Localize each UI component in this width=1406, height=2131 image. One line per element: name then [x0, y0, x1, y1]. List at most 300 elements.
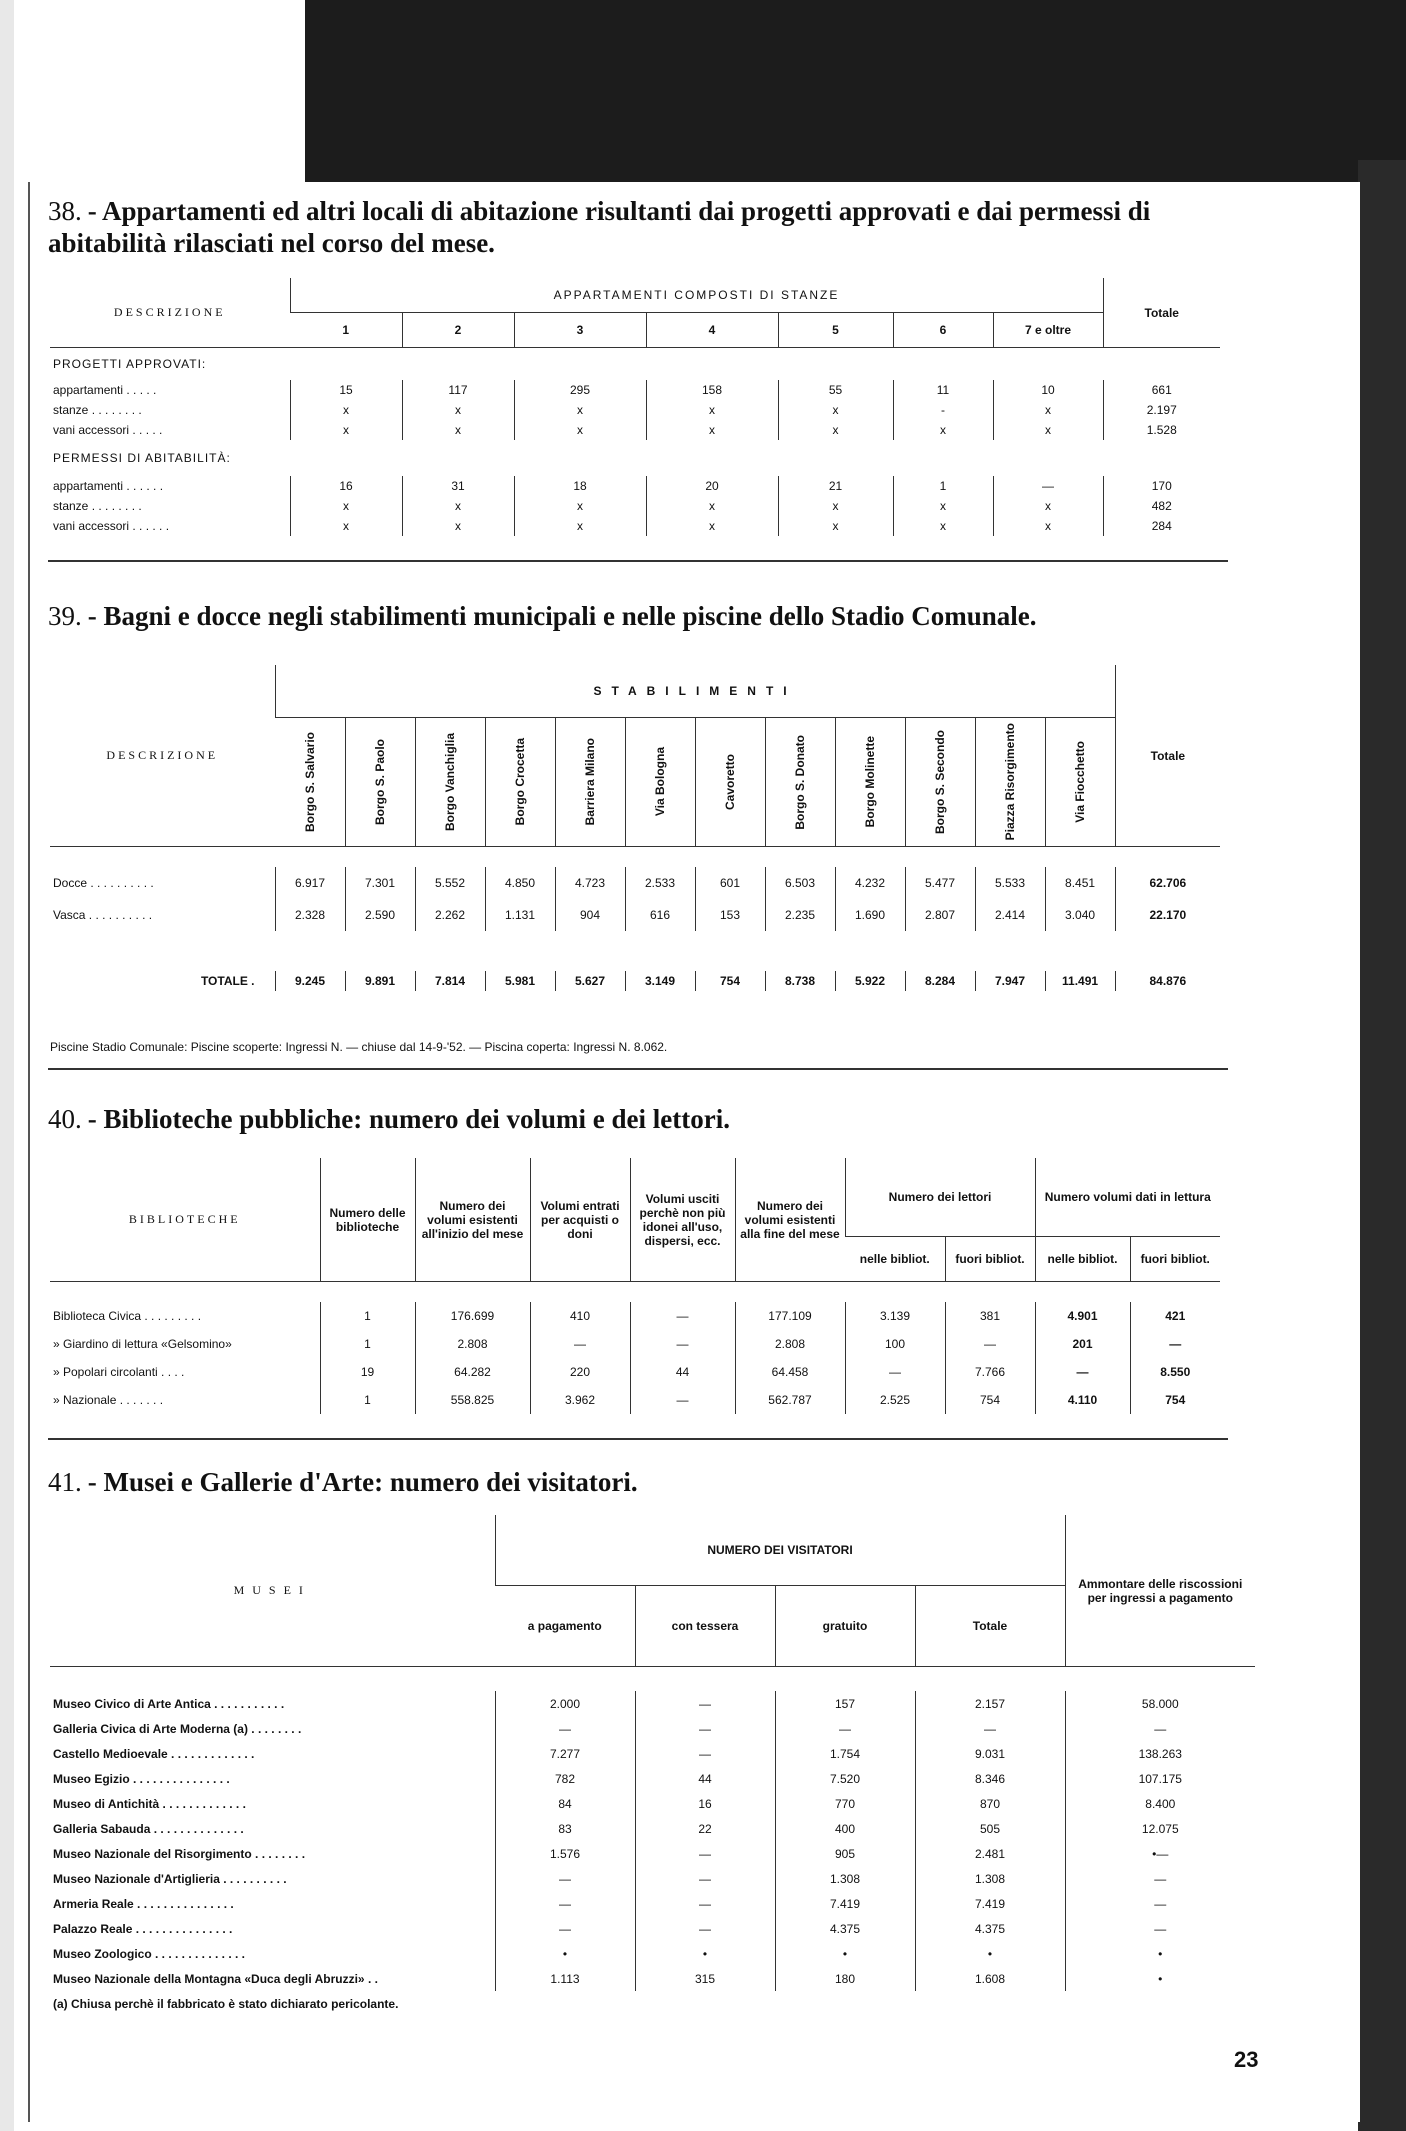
spacer: [50, 1667, 1255, 1692]
spacer: [50, 847, 1220, 868]
table-cell: —: [1065, 1916, 1255, 1941]
table-cell: 84: [495, 1791, 635, 1816]
table-cell: 16: [635, 1791, 775, 1816]
table-38: [50, 278, 1220, 536]
section-40-title-text: - Biblioteche pubbliche: numero dei volumi e dei lettori.: [87, 1104, 730, 1134]
table-cell-total: 482: [1103, 496, 1220, 516]
table-cell: 315: [635, 1966, 775, 1991]
table-cell: 1.308: [775, 1866, 915, 1891]
table-cell: 1.308: [915, 1866, 1065, 1891]
table-39-col-header: [835, 718, 905, 847]
table-cell: —: [1065, 1891, 1255, 1916]
table-cell: 5.477: [905, 867, 975, 899]
table-cell-total: 2.197: [1103, 400, 1220, 420]
table-cell: 5.552: [415, 867, 485, 899]
table-cell: •: [1065, 1941, 1255, 1966]
table-cell: 16: [290, 476, 402, 496]
table-39-col-header: [485, 718, 555, 847]
table-cell: —: [635, 1716, 775, 1741]
table-cell: —: [635, 1891, 775, 1916]
table-cell-total: 170: [1103, 476, 1220, 496]
row-label: Castello Medioevale . . . . . . . . . . . . .: [53, 1746, 255, 1761]
table-cell: —: [635, 1691, 775, 1716]
table-row: [50, 476, 1220, 496]
col-label-vertical: Barriera Milano: [583, 738, 597, 826]
page-number: 23: [1234, 2047, 1259, 2072]
section-38-title-text: - Appartamenti ed altri locali di abitazione risultanti dai progetti approvati e dai permessi di abitabilità rilasciati nel corso del mese.: [48, 196, 1151, 258]
table-cell: 421: [1130, 1302, 1220, 1330]
table-cell: 410: [530, 1302, 630, 1330]
row-label: vani accessori . . . . .: [53, 423, 163, 437]
table-cell: —: [1065, 1716, 1255, 1741]
table-39-group-header: STABILIMENTI: [275, 665, 1115, 718]
table-cell: 31: [402, 476, 514, 496]
table-39-col-header: [695, 718, 765, 847]
table-cell: 6.503: [765, 867, 835, 899]
table-cell: 7.419: [915, 1891, 1065, 1916]
table-40-col-header: Volumi usciti perchè non più idonei all'uso, dispersi, ecc.: [630, 1158, 735, 1282]
table-cell: 870: [915, 1791, 1065, 1816]
table-38-desc-header: DESCRIZIONE: [50, 278, 290, 348]
row-label: TOTALE .: [200, 974, 255, 988]
table-cell: x: [402, 400, 514, 420]
table-cell: 558.825: [415, 1386, 530, 1414]
table-row: [50, 1841, 1255, 1866]
table-cell: 1.576: [495, 1841, 635, 1866]
table-cell: 201: [1035, 1330, 1130, 1358]
table-cell: x: [514, 420, 646, 440]
row-label: Palazzo Reale . . . . . . . . . . . . . . .: [53, 1921, 233, 1936]
table-cell: x: [778, 496, 893, 516]
table-40-subheader: fuori bibliot.: [945, 1237, 1035, 1282]
table-cell-total: 22.170: [1115, 899, 1220, 931]
table-cell: 1.608: [915, 1966, 1065, 1991]
table-cell: 8.738: [765, 971, 835, 991]
row-label: appartamenti . . . . .: [53, 383, 157, 397]
table-cell: 4.375: [915, 1916, 1065, 1941]
table-cell: 754: [695, 971, 765, 991]
table-cell: 10: [993, 380, 1103, 400]
table-row: [50, 1716, 1255, 1741]
section-40-number: 40.: [48, 1104, 82, 1134]
table-cell: 1.690: [835, 899, 905, 931]
col-label-vertical: Via Bologna: [653, 747, 667, 817]
row-label: Museo di Antichità . . . . . . . . . . . . .: [53, 1796, 246, 1811]
table-cell: 9.031: [915, 1741, 1065, 1766]
table-cell: 3.962: [530, 1386, 630, 1414]
row-label: appartamenti . . . . . .: [53, 479, 164, 493]
table-39-note: Piscine Stadio Comunale: Piscine scoperte: Ingressi N. — chiuse dal 14-9-'52. — Piscina coperta: Ingressi N. 8.062.: [50, 1040, 668, 1054]
scan-dark-border-top: [305, 0, 1406, 182]
table-40-group-header: Numero volumi dati in lettura: [1035, 1158, 1220, 1237]
table-39-col-header: [345, 718, 415, 847]
table-cell: 158: [646, 380, 778, 400]
table-row: [50, 1302, 1220, 1330]
table-cell: x: [993, 420, 1103, 440]
table-cell: •—: [1065, 1841, 1255, 1866]
table-cell: 905: [775, 1841, 915, 1866]
table-cell: 12.075: [1065, 1816, 1255, 1841]
table-row: [50, 1691, 1255, 1716]
table-cell: —: [945, 1330, 1035, 1358]
table-cell: 44: [630, 1358, 735, 1386]
table-cell: x: [290, 496, 402, 516]
row-label: vani accessori . . . . . .: [53, 519, 170, 533]
table-row: [50, 1816, 1255, 1841]
table-cell: 5.627: [555, 971, 625, 991]
col-label-vertical: Borgo S. Secondo: [933, 729, 947, 834]
table-cell: 177.109: [735, 1302, 845, 1330]
table-cell: 9.891: [345, 971, 415, 991]
table-40-col-header: Volumi entrati per acquisti o doni: [530, 1158, 630, 1282]
table-cell: 18: [514, 476, 646, 496]
row-label: Museo Civico di Arte Antica . . . . . . . . . . .: [53, 1696, 285, 1711]
table-38-col-header: 2: [402, 313, 514, 348]
table-41-amount-header: Ammontare delle riscossioni per ingressi a pagamento: [1065, 1515, 1255, 1667]
table-row: [50, 899, 1220, 931]
section-41-title-text: - Musei e Gallerie d'Arte: numero dei visitatori.: [87, 1467, 638, 1497]
table-cell: 562.787: [735, 1386, 845, 1414]
table-row: [50, 1358, 1220, 1386]
table-39-col-header: [415, 718, 485, 847]
table-cell-total: 1.528: [1103, 420, 1220, 440]
table-cell: x: [646, 400, 778, 420]
table-cell: 153: [695, 899, 765, 931]
table-cell: x: [993, 400, 1103, 420]
table-40-group-header: Numero dei lettori: [845, 1158, 1035, 1237]
table-39-col-header: [625, 718, 695, 847]
table-row: [50, 1916, 1255, 1941]
table-41-footnote: (a) Chiusa perchè il fabbricato è stato dichiarato pericolante.: [53, 1996, 399, 2011]
table-cell: x: [893, 496, 993, 516]
row-label: Museo Egizio . . . . . . . . . . . . . . .: [53, 1771, 230, 1786]
table-39-col-header: [275, 718, 345, 847]
table-cell: 1: [320, 1302, 415, 1330]
table-41-col-header: a pagamento: [495, 1586, 635, 1667]
table-39-col-header: [975, 718, 1045, 847]
table-cell: 295: [514, 380, 646, 400]
table-cell: 3.040: [1045, 899, 1115, 931]
table-cell: 64.282: [415, 1358, 530, 1386]
table-cell: —: [635, 1741, 775, 1766]
table-cell: 220: [530, 1358, 630, 1386]
table-cell-total: 284: [1103, 516, 1220, 536]
row-label: Docce . . . . . . . . . .: [53, 876, 154, 890]
table-cell: —: [1035, 1358, 1130, 1386]
table-41-col-header: con tessera: [635, 1586, 775, 1667]
table-cell: x: [778, 420, 893, 440]
table-40-col-header: Numero dei volumi esistenti alla fine del mese: [735, 1158, 845, 1282]
table-cell: •: [915, 1941, 1065, 1966]
table-row: [50, 380, 1220, 400]
table-cell: 22: [635, 1816, 775, 1841]
table-cell: 4.901: [1035, 1302, 1130, 1330]
table-cell: 15: [290, 380, 402, 400]
col-label-vertical: Borgo S. Donato: [793, 734, 807, 830]
table-row: [50, 1966, 1255, 1991]
table-38-col-header: 1: [290, 313, 402, 348]
section-40-title: [48, 1103, 1228, 1135]
table-38-col-header: 3: [514, 313, 646, 348]
table-cell: 505: [915, 1816, 1065, 1841]
table-cell: —: [495, 1866, 635, 1891]
table-39-col-header: [555, 718, 625, 847]
table-cell: 1: [320, 1386, 415, 1414]
table-cell: 55: [778, 380, 893, 400]
table-cell: x: [402, 516, 514, 536]
table-cell: 107.175: [1065, 1766, 1255, 1791]
table-38-group-label: PERMESSI DI ABITABILITÀ:: [53, 451, 231, 465]
table-row: [50, 1766, 1255, 1791]
table-39-total-header: Totale: [1115, 665, 1220, 847]
table-cell: —: [530, 1330, 630, 1358]
table-cell: 2.807: [905, 899, 975, 931]
table-cell: 1: [893, 476, 993, 496]
table-row: [50, 1386, 1220, 1414]
table-cell: 2.808: [415, 1330, 530, 1358]
row-label: stanze . . . . . . . .: [53, 499, 142, 513]
table-38-group-header: APPARTAMENTI COMPOSTI DI STANZE: [290, 278, 1103, 313]
table-cell: 3.139: [845, 1302, 945, 1330]
table-39-col-header: [1045, 718, 1115, 847]
table-cell: —: [630, 1330, 735, 1358]
table-cell: 7.277: [495, 1741, 635, 1766]
table-row: [50, 867, 1220, 899]
table-cell: 11.491: [1045, 971, 1115, 991]
table-cell: x: [778, 516, 893, 536]
table-cell-total: 62.706: [1115, 867, 1220, 899]
table-cell: 138.263: [1065, 1741, 1255, 1766]
table-cell: —: [635, 1866, 775, 1891]
col-label-vertical: Borgo S. Paolo: [373, 738, 387, 825]
table-cell: 2.533: [625, 867, 695, 899]
table-cell: 4.110: [1035, 1386, 1130, 1414]
row-label: Galleria Sabauda . . . . . . . . . . . . . .: [53, 1821, 244, 1836]
table-cell: 2.235: [765, 899, 835, 931]
table-cell: 157: [775, 1691, 915, 1716]
row-label: Galleria Civica di Arte Moderna (a) . . . . . . . .: [53, 1721, 302, 1736]
col-label-vertical: Piazza Risorgimento: [1003, 723, 1017, 841]
col-label-vertical: Cavoretto: [723, 753, 737, 810]
row-label: Museo Nazionale del Risorgimento . . . . . . . .: [53, 1846, 306, 1861]
table-cell: 8.346: [915, 1766, 1065, 1791]
table-cell: —: [495, 1916, 635, 1941]
table-cell: 21: [778, 476, 893, 496]
table-39: [50, 665, 1220, 991]
table-cell: 7.947: [975, 971, 1045, 991]
table-cell: 117: [402, 380, 514, 400]
table-cell: 1: [320, 1330, 415, 1358]
scan-dark-border-right: [1358, 160, 1406, 2131]
table-cell: 176.699: [415, 1302, 530, 1330]
table-cell: 1.131: [485, 899, 555, 931]
table-40-col-header: Numero dei volumi esistenti all'inizio del mese: [415, 1158, 530, 1282]
scan-left-edge: [0, 0, 14, 2131]
table-cell: 7.419: [775, 1891, 915, 1916]
table-cell: —: [495, 1716, 635, 1741]
table-40-subheader: fuori bibliot.: [1130, 1237, 1220, 1282]
table-cell: —: [635, 1841, 775, 1866]
table-cell: 2.262: [415, 899, 485, 931]
table-cell: x: [514, 400, 646, 420]
table-cell: 5.981: [485, 971, 555, 991]
table-cell: 2.808: [735, 1330, 845, 1358]
spacer: [50, 931, 1220, 971]
table-cell: 616: [625, 899, 695, 931]
table-cell: 2.590: [345, 899, 415, 931]
table-cell: 2.328: [275, 899, 345, 931]
table-row-total: [50, 971, 1220, 991]
table-cell: 7.520: [775, 1766, 915, 1791]
table-cell-total: 661: [1103, 380, 1220, 400]
table-cell: —: [495, 1891, 635, 1916]
section-41-number: 41.: [48, 1467, 82, 1497]
table-cell-total: 84.876: [1115, 971, 1220, 991]
table-cell: 7.301: [345, 867, 415, 899]
table-cell: 7.766: [945, 1358, 1035, 1386]
table-cell: —: [845, 1358, 945, 1386]
table-cell: 4.232: [835, 867, 905, 899]
table-41: [50, 1515, 1255, 2016]
table-38-group-label: PROGETTI APPROVATI:: [53, 357, 207, 371]
table-cell: 100: [845, 1330, 945, 1358]
table-38-col-header: 5: [778, 313, 893, 348]
table-40-subheader: nelle bibliot.: [1035, 1237, 1130, 1282]
table-cell: 19: [320, 1358, 415, 1386]
table-cell: x: [290, 400, 402, 420]
section-41-title: [48, 1466, 1228, 1498]
table-row: [50, 1891, 1255, 1916]
table-row: [50, 1791, 1255, 1816]
table-cell: 782: [495, 1766, 635, 1791]
table-cell: •: [495, 1941, 635, 1966]
table-row: [50, 1866, 1255, 1891]
table-39-col-header: [765, 718, 835, 847]
table-cell: 4.375: [775, 1916, 915, 1941]
table-41-group-header: NUMERO DEI VISITATORI: [495, 1515, 1065, 1586]
row-label: Museo Nazionale della Montagna «Duca degli Abruzzi» . .: [53, 1971, 378, 1986]
row-label: Biblioteca Civica . . . . . . . . .: [53, 1309, 202, 1323]
table-cell: 4.850: [485, 867, 555, 899]
table-row: [50, 1330, 1220, 1358]
table-cell: x: [402, 496, 514, 516]
table-cell: 9.245: [275, 971, 345, 991]
table-cell: •: [635, 1941, 775, 1966]
section-38-number: 38.: [48, 196, 82, 226]
col-label-vertical: Via Fiocchetto: [1073, 741, 1088, 823]
table-cell: 1.113: [495, 1966, 635, 1991]
table-cell: 4.723: [555, 867, 625, 899]
table-cell: x: [290, 516, 402, 536]
table-cell: —: [915, 1716, 1065, 1741]
table-cell: x: [514, 516, 646, 536]
table-row: [50, 400, 1220, 420]
table-cell: x: [993, 496, 1103, 516]
table-cell: 20: [646, 476, 778, 496]
spacer: [50, 1282, 1220, 1303]
table-cell: —: [635, 1916, 775, 1941]
table-cell: 381: [945, 1302, 1035, 1330]
table-cell: 2.000: [495, 1691, 635, 1716]
row-label: » Giardino di lettura «Gelsomino»: [53, 1337, 232, 1351]
section-39-number: 39.: [48, 601, 82, 631]
table-cell: 6.917: [275, 867, 345, 899]
table-40: [50, 1158, 1220, 1414]
row-label: » Nazionale . . . . . . .: [53, 1393, 164, 1407]
table-cell: x: [993, 516, 1103, 536]
section-divider: [48, 560, 1228, 562]
table-cell: 83: [495, 1816, 635, 1841]
table-cell: 5.922: [835, 971, 905, 991]
col-label-vertical: Borgo Crocetta: [513, 738, 527, 826]
table-cell: 2.157: [915, 1691, 1065, 1716]
table-row: [50, 516, 1220, 536]
table-cell: •: [1065, 1966, 1255, 1991]
table-40-desc-header: BIBLIOTECHE: [50, 1158, 320, 1282]
table-cell: x: [646, 420, 778, 440]
row-label: Museo Nazionale d'Artiglieria . . . . . . . . . .: [53, 1871, 287, 1886]
table-cell: —: [630, 1386, 735, 1414]
table-cell: 180: [775, 1966, 915, 1991]
section-39-title: [48, 600, 1228, 632]
col-label-vertical: Borgo S. Salvario: [302, 731, 317, 833]
table-cell: —: [1130, 1330, 1220, 1358]
table-row: [50, 1741, 1255, 1766]
table-38-col-header: 6: [893, 313, 993, 348]
table-row: [50, 496, 1220, 516]
table-cell: 2.525: [845, 1386, 945, 1414]
table-40-subheader: nelle bibliot.: [845, 1237, 945, 1282]
row-label: Vasca . . . . . . . . . .: [53, 908, 153, 922]
table-cell: 754: [1130, 1386, 1220, 1414]
table-cell: •: [775, 1941, 915, 1966]
table-cell: 400: [775, 1816, 915, 1841]
table-41-col-header: gratuito: [775, 1586, 915, 1667]
table-cell: 5.533: [975, 867, 1045, 899]
table-cell: 601: [695, 867, 765, 899]
table-cell: x: [893, 420, 993, 440]
table-cell: 2.481: [915, 1841, 1065, 1866]
table-cell: x: [290, 420, 402, 440]
table-cell: —: [1065, 1866, 1255, 1891]
table-39-col-header: [905, 718, 975, 847]
table-cell: 58.000: [1065, 1691, 1255, 1716]
section-39-title-text: - Bagni e docce negli stabilimenti municipali e nelle piscine dello Stadio Comunale.: [87, 601, 1037, 631]
table-cell: x: [402, 420, 514, 440]
table-cell: —: [775, 1716, 915, 1741]
row-label: Armeria Reale . . . . . . . . . . . . . . .: [53, 1896, 234, 1911]
row-label: stanze . . . . . . . .: [53, 403, 142, 417]
table-cell: —: [993, 476, 1103, 496]
table-cell: x: [646, 496, 778, 516]
row-label: » Popolari circolanti . . . .: [53, 1365, 185, 1379]
table-cell: x: [778, 400, 893, 420]
table-cell: x: [646, 516, 778, 536]
table-cell: x: [893, 516, 993, 536]
table-row: [50, 1941, 1255, 1966]
section-divider: [48, 1068, 1228, 1070]
table-39-desc-header: DESCRIZIONE: [50, 665, 275, 847]
table-cell: 3.149: [625, 971, 695, 991]
table-cell: 904: [555, 899, 625, 931]
table-cell: 8.400: [1065, 1791, 1255, 1816]
table-38-col-header: 7 e oltre: [993, 313, 1103, 348]
section-38-title: [48, 195, 1228, 259]
table-cell: -: [893, 400, 993, 420]
table-cell: 2.414: [975, 899, 1045, 931]
table-cell: 8.284: [905, 971, 975, 991]
table-38-total-header: Totale: [1103, 278, 1220, 348]
